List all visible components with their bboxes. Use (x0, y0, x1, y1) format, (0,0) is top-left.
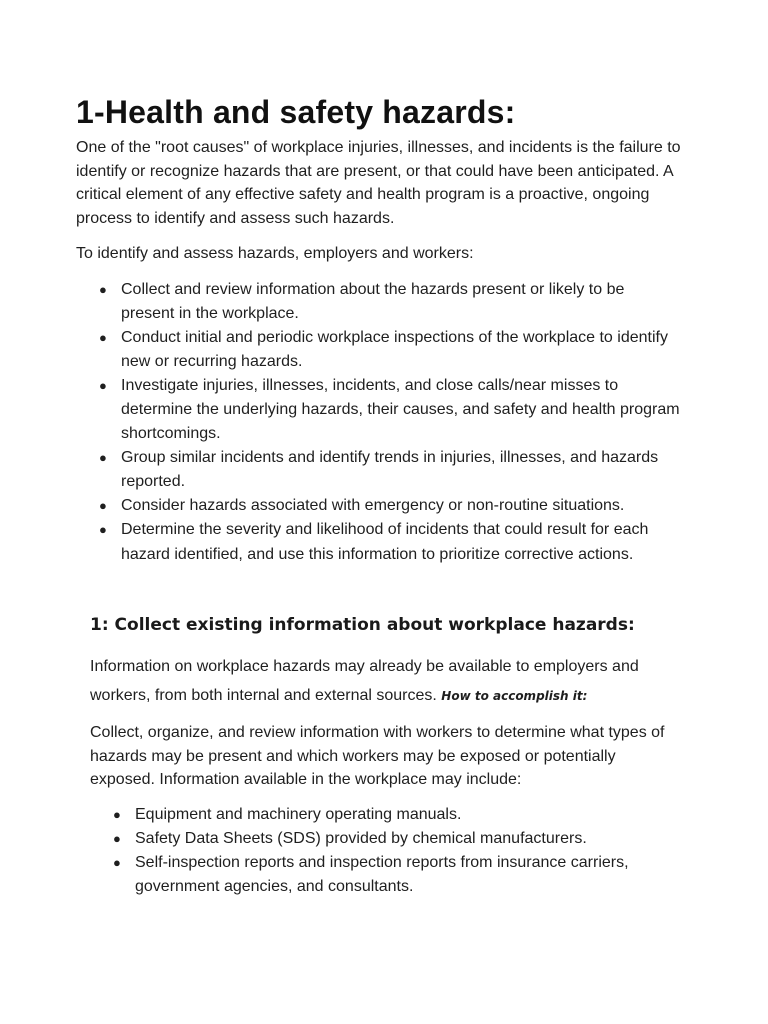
workplace-info-list (113, 803, 695, 899)
list-item (113, 803, 695, 827)
bullet-icon: ● (99, 282, 107, 297)
list-item (99, 494, 681, 518)
bullet-icon: ● (99, 330, 107, 345)
list-item (99, 518, 681, 567)
list-item (99, 326, 681, 374)
info-text: Information on workplace hazards may already be available to employers and workers, from both internal and external sources. (90, 658, 639, 704)
list-item (113, 827, 695, 851)
how-to-label: How to accomplish it: (441, 689, 588, 703)
bullet-icon: ● (99, 522, 107, 537)
list-item-text: Collect and review information about the hazards present or likely to be present in the workplace. (121, 281, 625, 322)
list-item-text: Self-inspection reports and inspection reports from insurance carriers, government agencies, and consultants. (135, 854, 629, 895)
list-item (99, 278, 681, 326)
intro-paragraph: One of the "root causes" of workplace injuries, illnesses, and incidents is the failure to identify or recognize hazards that are present, or that could have been anticipated. A critical element of any effective safety and health program is a proactive, ongoing process to identify and assess such hazards. (76, 139, 681, 227)
list-item-text: Consider hazards associated with emergency or non-routine situations. (121, 497, 625, 514)
list-item-text: Group similar incidents and identify trends in injuries, illnesses, and hazards reported. (121, 449, 659, 490)
list-item-text: Safety Data Sheets (SDS) provided by chemical manufacturers. (135, 830, 587, 847)
list-item (113, 851, 695, 899)
bullet-icon: ● (99, 378, 107, 393)
bullet-icon: ● (99, 498, 107, 513)
hazard-steps-list (99, 278, 681, 567)
info-paragraph (90, 652, 690, 711)
list-item-text: Investigate injuries, illnesses, incidents, and close calls/near misses to determine the underlying hazards, their causes, and safety and health program shortcomings. (121, 377, 680, 442)
bullet-icon: ● (113, 831, 121, 846)
list-item-text: Equipment and machinery operating manuals. (135, 806, 462, 823)
list-item (99, 446, 681, 494)
collect-paragraph: Collect, organize, and review information with workers to determine what types of hazards may be present and which workers may be exposed or potentially exposed. Information available in the workplace may include: (90, 724, 665, 788)
list-item-text: Determine the severity and likelihood of incidents that could result for each hazard identified, and use this information to prioritize corrective actions. (121, 521, 649, 563)
bullet-icon: ● (113, 807, 121, 822)
bullet-icon: ● (99, 450, 107, 465)
page-title: 1-Health and safety hazards: (76, 94, 516, 130)
bullet-icon: ● (113, 855, 121, 870)
lead-paragraph: To identify and assess hazards, employers and workers: (76, 245, 474, 262)
section-heading: 1: Collect existing information about workplace hazards: (90, 615, 635, 635)
list-item-text: Conduct initial and periodic workplace inspections of the workplace to identify new or recurring hazards. (121, 329, 668, 370)
list-item (99, 374, 681, 446)
